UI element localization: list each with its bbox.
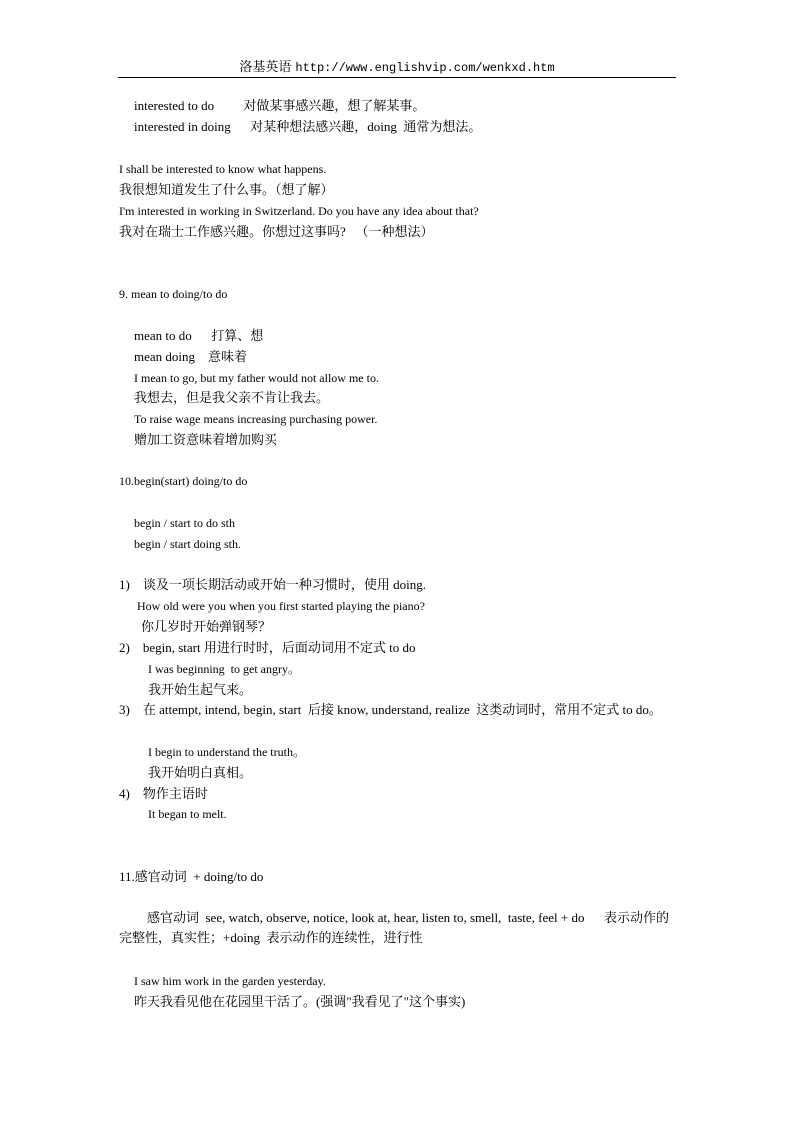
text-line: It began to melt. — [148, 807, 227, 821]
section-heading: 10.begin(start) doing/to do — [119, 474, 248, 488]
text-line: I mean to go, but my father would not allow me to. — [134, 371, 379, 385]
section-heading: 11.感官动词 + doing/to do — [119, 869, 264, 884]
text-line: I shall be interested to know what happens. — [119, 162, 327, 176]
text-line: 我开始生起气来。 — [148, 682, 253, 697]
text-line: I saw him work in the garden yesterday. — [134, 974, 326, 988]
page-header — [118, 57, 676, 78]
text-line: 赠加工资意味着增加购买 — [134, 432, 278, 447]
text-line: I begin to understand the truth。 — [148, 745, 305, 759]
text-line: interested in doing 对某种想法感兴趣，doing 通常为想法。 — [134, 119, 482, 134]
header-url: http://www.englishvip.com/wenkxd.htm — [295, 61, 555, 75]
text-line: begin / start to do sth — [134, 516, 235, 530]
text-line: 昨天我看见他在花园里干活了。(强调"我看见了"这个事实) — [134, 994, 466, 1009]
section-heading: 9. mean to doing/to do — [119, 287, 228, 301]
text-line: mean to do 打算、想 — [134, 328, 264, 343]
text-line: 我开始明白真相。 — [148, 765, 253, 780]
text-line: I was beginning to get angry。 — [148, 662, 300, 676]
text-line: I'm interested in working in Switzerland. Do you have any idea about that? — [119, 204, 479, 218]
text-line: interested to do 对做某事感兴趣，想了解某事。 — [134, 98, 426, 113]
text-line: 我对在瑞士工作感兴趣。你想过这事吗? （一种想法） — [119, 224, 434, 239]
text-line: mean doing 意味着 — [134, 349, 248, 364]
text-line: 你几岁时开始弹钢琴？ — [141, 619, 272, 634]
text-line: To raise wage means increasing purchasing power. — [134, 412, 378, 426]
header-brand: 洛基英语 — [239, 59, 292, 74]
paragraph: 感官动词 see, watch, observe, notice, look at, hear, listen to, smell, taste, feel + do 表示动作的完整性，真实性；+doing 表示动作的连续性，进行性 — [119, 910, 669, 945]
list-item: 2) begin, start 用进行时时，后面动词用不定式 to do — [119, 640, 416, 655]
text-line: begin / start doing sth. — [134, 537, 241, 551]
text-line: 我想去，但是我父亲不肯让我去。 — [134, 390, 330, 405]
text-line: How old were you when you first started playing the piano? — [137, 599, 425, 613]
text-line: 我很想知道发生了什么事。（想了解） — [119, 182, 334, 197]
list-item: 3) 在 attempt, intend, begin, start 后接 know, understand, realize 这类动词时，常用不定式 to do。 — [119, 702, 662, 717]
list-item: 1) 谈及一项长期活动或开始一种习惯时，使用 doing. — [119, 577, 426, 592]
list-item: 4) 物作主语时 — [119, 786, 208, 801]
